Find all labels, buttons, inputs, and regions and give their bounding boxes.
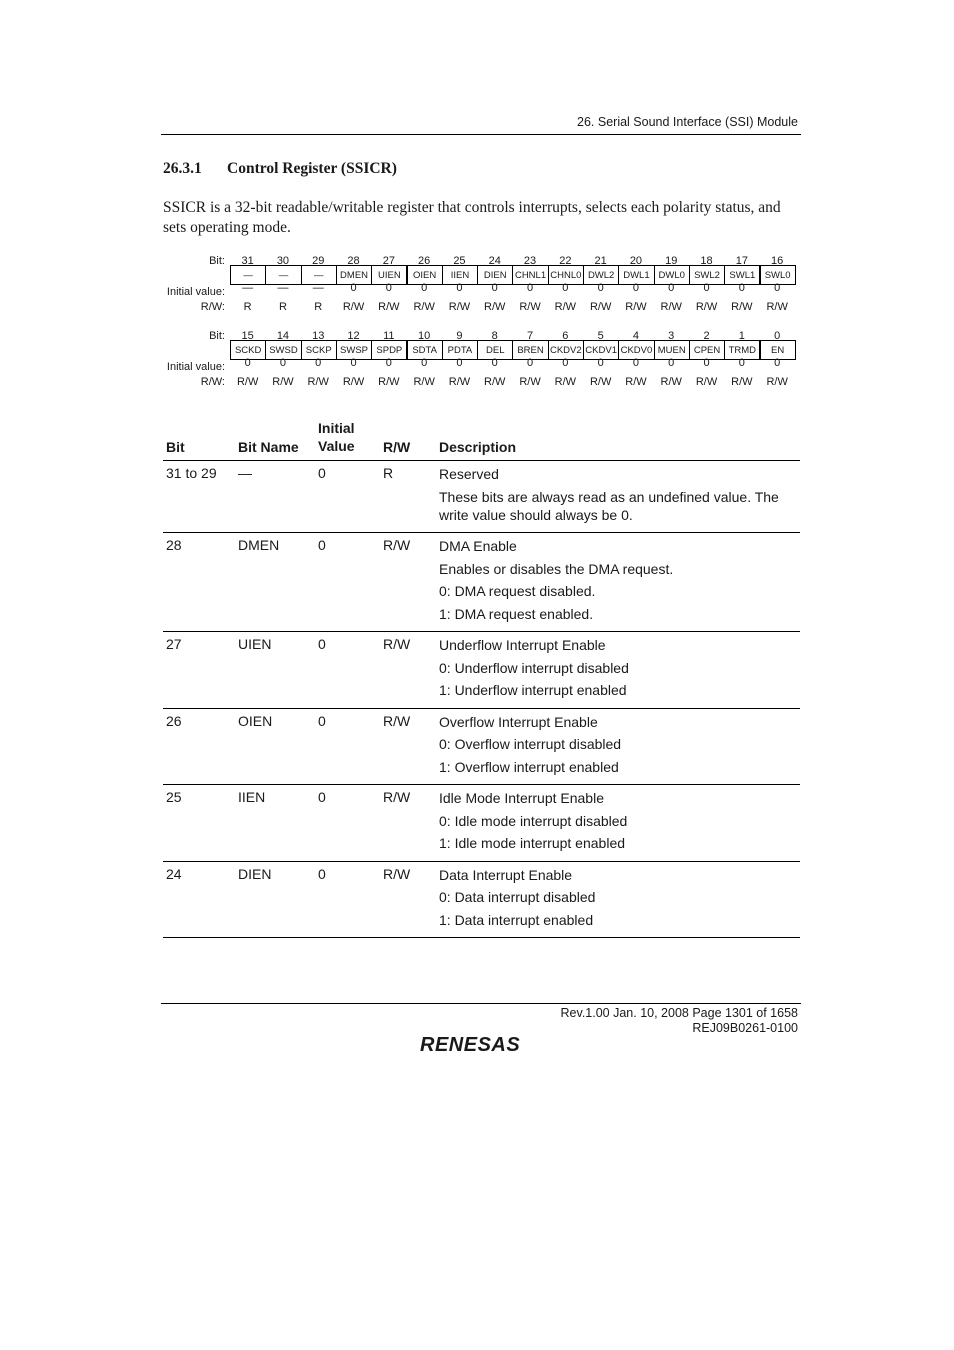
cell-rw: R/W — [383, 789, 411, 805]
bit-number: 0 — [774, 330, 781, 342]
bit-initial-value: — — [242, 282, 254, 294]
bit-rw: R/W — [448, 376, 471, 388]
header-bit: Bit — [166, 439, 185, 455]
bit-initial-value: 0 — [562, 282, 569, 294]
cell-bit-name: DMEN — [238, 537, 280, 553]
bit-rw: R/W — [342, 301, 365, 313]
bit-initial-value: 0 — [526, 357, 534, 369]
bit-field: — — [265, 265, 301, 285]
bit-field: — — [301, 265, 337, 285]
description-line: 0: Overflow interrupt disabled — [439, 736, 622, 752]
description-line: Idle Mode Interrupt Enable — [439, 790, 604, 806]
bit-number: 2 — [703, 330, 710, 342]
bit-field: SWSP — [336, 340, 372, 360]
running-header: 26. Serial Sound Interface (SSI) Module — [577, 115, 798, 129]
bit-field: SWL1 — [724, 265, 760, 285]
cell-description — [439, 862, 800, 938]
cell-rw: R/W — [383, 537, 411, 553]
revision-line: Rev.1.00 Jan. 10, 2008 Page 1301 of 1658 — [560, 1006, 798, 1020]
bit-initial-value: 0 — [774, 357, 781, 369]
header-initial-line1: Initial — [318, 420, 355, 436]
table-row — [163, 862, 800, 939]
cell-bit-name: UIEN — [238, 636, 272, 652]
bit-initial-value: 0 — [774, 282, 781, 294]
description-line: 1: Idle mode interrupt enabled — [439, 835, 626, 851]
bit-rw: R/W — [731, 376, 753, 388]
initial-value-label: Initial value: — [166, 361, 225, 373]
cell-rw: R/W — [383, 865, 411, 882]
footer-revision — [561, 1006, 798, 1036]
bit-field: SWSD — [265, 340, 301, 360]
bit-initial-value: 0 — [456, 282, 463, 294]
bit-initial-value: 0 — [385, 282, 392, 294]
bit-field: MUEN — [654, 340, 690, 360]
bit-number: 16 — [771, 255, 784, 267]
table-row — [163, 785, 800, 862]
cell-bit: 27 — [166, 636, 182, 652]
cell-initial-value: 0 — [318, 537, 326, 553]
description-line: Data Interrupt Enable — [439, 866, 573, 883]
cell-description — [439, 709, 800, 785]
rw-label: R/W: — [200, 301, 225, 313]
table-row — [163, 533, 800, 632]
bit-initial-value: 0 — [385, 357, 392, 369]
bit-number: 15 — [241, 330, 254, 342]
bit-field: SCKD — [230, 340, 266, 360]
bit-rw: R/W — [625, 376, 647, 388]
bit-rw: R — [314, 301, 323, 313]
bit-rw: R/W — [413, 301, 435, 313]
bit-number: 19 — [665, 255, 678, 267]
bit-number: 12 — [347, 330, 360, 342]
bit-number: 25 — [453, 255, 466, 267]
header-rule — [161, 134, 801, 135]
bit-initial-value: 0 — [738, 282, 745, 294]
initial-value-label: Initial value: — [166, 286, 225, 298]
renesas-logo — [418, 1032, 542, 1056]
intro-paragraph: SSICR is a 32-bit readable/writable register that controls interrupts, selects each polarity status, and sets operating mode. — [163, 199, 781, 236]
description-line: Enables or disables the DMA request. — [439, 560, 674, 577]
bit-field: SDTA — [407, 340, 443, 360]
bit-initial-value: 0 — [632, 282, 639, 294]
description-line: 1: Overflow interrupt enabled — [439, 758, 619, 775]
description-line: 1: Underflow interrupt enabled — [439, 682, 627, 698]
bit-field: DEL — [477, 340, 513, 360]
cell-description — [439, 785, 800, 861]
bit-field: CHNL0 — [548, 265, 584, 285]
bit-rw: R/W — [589, 301, 612, 313]
bit-initial-value: 0 — [350, 357, 357, 369]
bit-field: CKDV2 — [548, 340, 584, 360]
bit-initial-value: 0 — [491, 282, 498, 294]
description-line: These bits are always read as an undefined value. The write value should always be 0. — [439, 488, 779, 523]
bit-number: 23 — [523, 255, 537, 267]
bit-field: DWL2 — [583, 265, 619, 285]
bit-number: 14 — [276, 330, 290, 342]
header-description: Description — [439, 439, 517, 455]
bit-number: 6 — [562, 330, 569, 342]
bit-field: CKDV1 — [583, 340, 619, 360]
bit-field: EN — [760, 340, 796, 360]
bit-field: BREN — [512, 340, 548, 360]
header-rw: R/W — [383, 439, 411, 455]
section-number: 26.3.1 — [163, 160, 202, 177]
rw-label: R/W: — [200, 376, 225, 388]
bit-rw: R — [243, 301, 252, 313]
bit-number: 31 — [241, 255, 254, 267]
bit-field: SPDP — [371, 340, 407, 360]
table-header — [163, 418, 800, 461]
bit-initial-value: 0 — [597, 282, 604, 294]
description-line: 0: Underflow interrupt disabled — [439, 659, 629, 676]
bit-initial-value: 0 — [632, 357, 639, 369]
description-line: 0: DMA request disabled. — [439, 583, 596, 599]
cell-bit-name: — — [238, 465, 252, 481]
bit-number: 10 — [418, 330, 431, 342]
bit-rw: R/W — [589, 376, 612, 388]
bit-initial-value: 0 — [244, 357, 251, 369]
description-line: DMA Enable — [439, 538, 517, 554]
bit-field: — — [230, 265, 266, 285]
cell-description — [439, 533, 800, 631]
bit-rw: R/W — [378, 376, 400, 388]
footer-rule — [161, 1003, 801, 1004]
bit-number: 24 — [488, 255, 501, 267]
cell-initial-value: 0 — [318, 865, 326, 882]
description-line: 0: Idle mode interrupt disabled — [439, 812, 628, 829]
table-body — [163, 461, 800, 938]
description-line: 1: Data interrupt enabled — [439, 911, 594, 928]
bit-initial-value: 0 — [703, 357, 710, 369]
document-code: REJ09B0261-0100 — [692, 1021, 798, 1035]
bit-number: 22 — [559, 255, 572, 267]
bit-number: 18 — [700, 255, 713, 267]
bit-rw: R/W — [307, 376, 329, 388]
bit-number: 7 — [526, 330, 534, 342]
bit-number: 27 — [382, 255, 395, 267]
bit-initial-value: 0 — [350, 282, 357, 294]
cell-initial-value: 0 — [318, 789, 326, 805]
bit-number: 8 — [491, 330, 498, 342]
description-line: Underflow Interrupt Enable — [439, 637, 606, 653]
bit-field: TRMD — [724, 340, 760, 360]
bit-initial-value: 0 — [738, 357, 745, 369]
description-line: 0: Data interrupt disabled — [439, 889, 596, 905]
bit-field: PDTA — [442, 340, 478, 360]
bit-field: IIEN — [442, 265, 478, 285]
description-line: Reserved — [439, 466, 499, 482]
bit-rw: R/W — [731, 301, 753, 313]
bit-rw: R/W — [554, 301, 577, 313]
bit-number: 29 — [312, 255, 325, 267]
cell-initial-value: 0 — [318, 636, 326, 652]
bit-number: 13 — [312, 330, 325, 342]
bit-rw: R/W — [625, 301, 647, 313]
cell-bit-name: DIEN — [238, 865, 272, 882]
bit-label: Bit: — [209, 330, 225, 342]
cell-bit: 28 — [166, 537, 182, 553]
bit-initial-value: 0 — [279, 357, 286, 369]
bit-number: 3 — [668, 330, 675, 342]
description-line: 1: DMA request enabled. — [439, 605, 594, 622]
bit-rw: R/W — [766, 301, 788, 313]
bit-initial-value: 0 — [315, 357, 322, 369]
bit-rw: R/W — [342, 376, 365, 388]
bit-rw: R/W — [554, 376, 577, 388]
bit-field: SWL2 — [689, 265, 725, 285]
bit-number: 26 — [418, 255, 431, 267]
bit-field: CKDV0 — [618, 340, 654, 360]
section-heading: Control Register (SSICR) — [227, 160, 397, 177]
section-title — [163, 160, 397, 178]
bit-field: OIEN — [407, 265, 443, 285]
cell-initial-value: 0 — [318, 465, 326, 481]
bit-rw: R/W — [413, 376, 435, 388]
bit-number: 17 — [735, 255, 748, 267]
bit-number: 9 — [456, 330, 463, 342]
bit-rw: R/W — [236, 376, 259, 388]
bit-field: DWL0 — [654, 265, 690, 285]
bit-initial-value: 0 — [703, 282, 710, 294]
cell-bit-name: IIEN — [238, 789, 266, 805]
bit-initial-value: 0 — [491, 357, 498, 369]
bit-rw: R/W — [695, 376, 718, 388]
bit-rw: R/W — [378, 301, 400, 313]
cell-bit: 25 — [166, 789, 182, 805]
bit-rw: R/W — [695, 301, 718, 313]
bit-field: UIEN — [371, 265, 407, 285]
bit-initial-value: 0 — [597, 357, 604, 369]
bit-rw: R/W — [660, 301, 682, 313]
cell-description — [439, 461, 800, 532]
bit-number: 20 — [629, 255, 643, 267]
bit-rw: R/W — [660, 376, 682, 388]
table-row — [163, 461, 800, 533]
table-row — [163, 632, 800, 709]
bit-number: 4 — [632, 330, 639, 342]
cell-rw: R/W — [383, 636, 411, 652]
bit-description-table — [163, 418, 800, 938]
bit-number: 11 — [383, 330, 395, 342]
bit-number: 5 — [597, 330, 604, 342]
bit-initial-value: 0 — [421, 282, 428, 294]
bit-rw: R/W — [484, 301, 506, 313]
cell-bit: 31 to 29 — [166, 465, 217, 481]
cell-description — [439, 632, 800, 708]
bit-field: CPEN — [689, 340, 725, 360]
bit-rw: R/W — [519, 376, 541, 388]
bit-initial-value: 0 — [526, 282, 534, 294]
bit-initial-value: 0 — [421, 357, 428, 369]
bit-initial-value: 0 — [668, 357, 675, 369]
cell-rw: R — [383, 465, 394, 481]
bit-number: 21 — [594, 255, 607, 267]
bit-rw: R/W — [272, 376, 294, 388]
bit-initial-value: — — [312, 282, 324, 294]
bit-field: SWL0 — [760, 265, 796, 285]
bit-rw: R/W — [448, 301, 471, 313]
bit-initial-value: — — [277, 282, 289, 294]
bit-initial-value: 0 — [668, 282, 675, 294]
cell-rw: R/W — [383, 712, 411, 729]
description-line: Overflow Interrupt Enable — [439, 713, 598, 730]
bit-field: SCKP — [301, 340, 337, 360]
bit-rw: R/W — [519, 301, 541, 313]
bit-label: Bit: — [209, 255, 225, 267]
bit-field: CHNL1 — [512, 265, 548, 285]
bit-rw: R/W — [766, 376, 788, 388]
bit-field: DIEN — [477, 265, 513, 285]
table-row — [163, 709, 800, 786]
cell-bit-name: OIEN — [238, 712, 273, 729]
header-bit-name: Bit Name — [238, 439, 299, 455]
bit-initial-value: 0 — [456, 357, 463, 369]
cell-bit: 24 — [166, 865, 182, 882]
bit-rw: R/W — [484, 376, 506, 388]
cell-bit: 26 — [166, 712, 182, 729]
bit-number: 1 — [738, 330, 745, 342]
header-initial-line2: Value — [318, 438, 355, 454]
cell-initial-value: 0 — [318, 712, 326, 729]
bit-number: 28 — [347, 255, 360, 267]
bit-initial-value: 0 — [562, 357, 569, 369]
bit-number: 30 — [276, 255, 290, 267]
bit-field: DWL1 — [618, 265, 654, 285]
bit-rw: R — [278, 301, 287, 313]
bit-field: DMEN — [336, 265, 372, 285]
header-initial-value — [318, 419, 355, 455]
logo-text: RENESAS — [420, 1034, 521, 1056]
